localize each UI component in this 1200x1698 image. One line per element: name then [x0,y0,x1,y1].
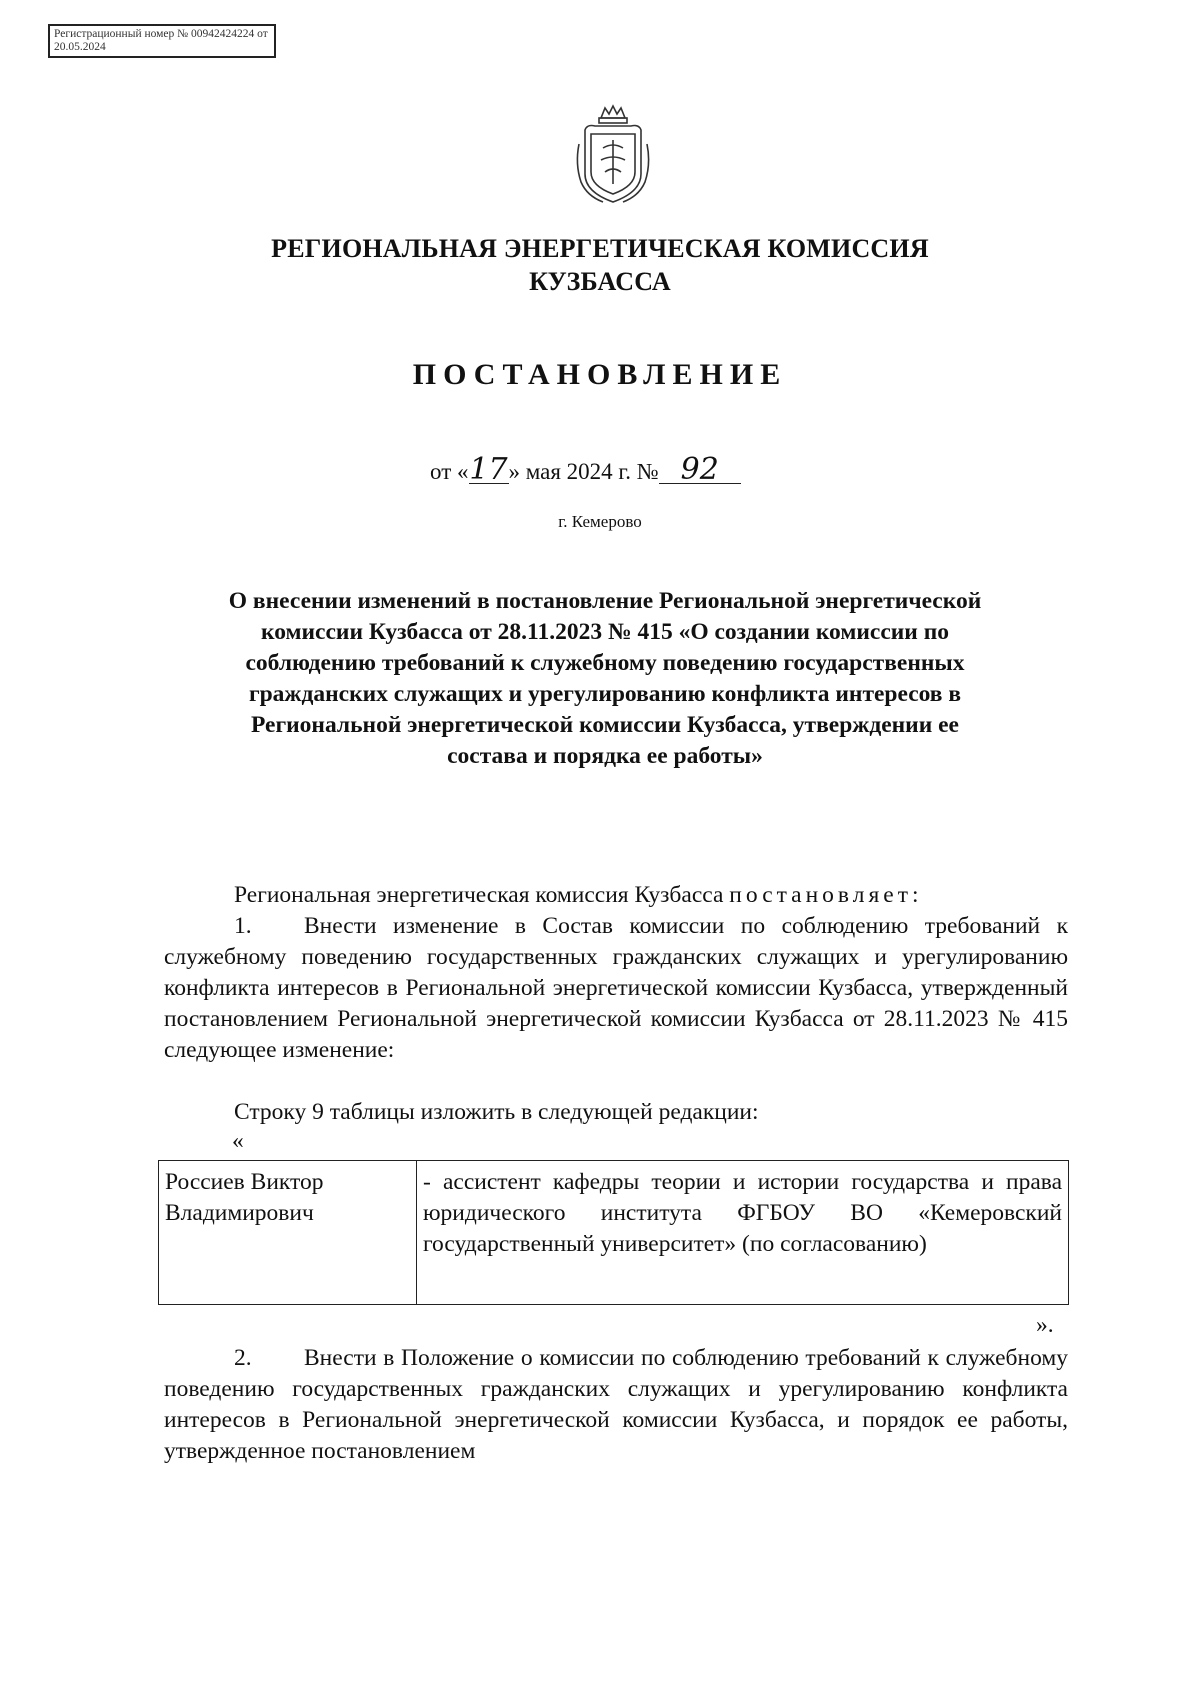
date-day: 17 [469,452,508,487]
intro-verb: постановляет: [729,882,923,908]
coat-of-arms-icon [573,104,653,206]
date-middle: » мая 2024 г. № [508,459,659,484]
open-quote: « [232,1128,244,1154]
organization-title [0,232,1200,298]
date-prefix: от « [430,459,469,484]
row-9-instruction: Строку 9 таблицы изложить в следующей редакции: [234,1099,759,1125]
item-1-text: Внести изменение в Состав комиссии по соблюдению требований к служебному поведению государственных гражданских служащих и урегулированию конфликта интересов в Региональной энергетической комиссии Кузбасса, утвержденный постановлением Региональной энергетической комиссии Кузбасса от 28.11.2023 № 415 следующее изменение: [164,913,1068,1063]
organization-title-line2: КУЗБАССА [529,267,671,296]
document-type: ПОСТАНОВЛЕНИЕ [412,358,788,391]
close-quote: ». [1036,1312,1054,1338]
item-1-number: 1. [234,913,252,939]
member-table [158,1160,1069,1305]
item-1-paragraph [164,911,1068,1066]
registration-stamp: Регистрационный номер № 00942424224 от 20.05.2024 [48,24,276,58]
intro-text: Региональная энергетическая комиссия Кузбасса [234,882,730,908]
date-line [430,452,741,487]
city: г. Кемерово [558,512,642,531]
item-2-paragraph [164,1343,1068,1467]
member-description: - ассистент кафедры теории и истории государства и права юридического института ФГБОУ ВО «Кемеровский государственный университет» (по согласованию) [417,1161,1069,1305]
table-row [159,1161,1069,1305]
member-name: Россиев Виктор Владимирович [159,1161,417,1305]
organization-title-line1: РЕГИОНАЛЬНАЯ ЭНЕРГЕТИЧЕСКАЯ КОМИССИЯ [271,234,929,263]
item-2-text: Внести в Положение о комиссии по соблюдению требований к служебному поведению государственных гражданских служащих и урегулированию конфликта интересов в Региональной энергетической комиссии Кузбасса, и порядок ее работы, утвержденное постановлением [164,1345,1068,1464]
document-subject: О внесении изменений в постановление Региональной энергетической комиссии Кузбасса от 28.11.2023 № 415 «О создании комиссии по соблюдению требований к служебному поведению государственных гражданских служащих и урегулированию конфликта интересов в Региональной энергетической комиссии Кузбасса, утверждении ее состава и порядка ее работы» [228,588,982,769]
item-2-number: 2. [234,1345,252,1371]
intro-paragraph [164,880,1068,911]
document-number: 92 [659,457,741,484]
